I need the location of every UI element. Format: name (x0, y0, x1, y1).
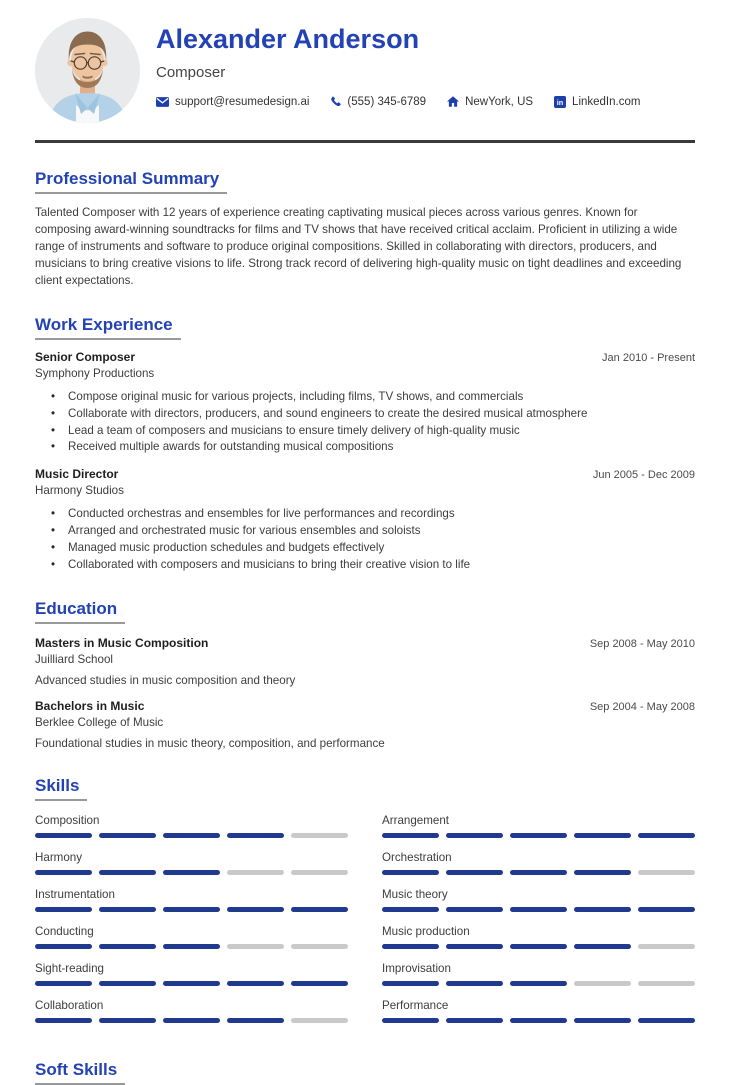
section-heading-soft-skills: Soft Skills (35, 1060, 125, 1085)
section-heading-skills: Skills (35, 776, 87, 801)
skill-bar-segment (291, 981, 348, 986)
skill-bar-segment (574, 907, 631, 912)
job-bullet: • Collaborated with composers and musicians to bring their creative vision to life (35, 557, 695, 574)
skill-bar-segment (638, 870, 695, 875)
skill-name: Collaboration (35, 999, 104, 1013)
skill-bar-segment (382, 833, 439, 838)
contact-email-text: support@resumedesign.ai (175, 95, 310, 108)
skill-bar-segment (99, 944, 156, 949)
svg-text:in: in (556, 97, 564, 107)
contact-linkedin (554, 96, 640, 108)
skill-bar-segment (163, 833, 220, 838)
skill-bar-segment (382, 907, 439, 912)
job-bullet: • Managed music production schedules and budgets effectively (35, 540, 695, 557)
skill-name: Conducting (35, 925, 94, 939)
education-entry (35, 635, 695, 687)
skill-bar-segment (446, 944, 503, 949)
skill-bar-segment (291, 1018, 348, 1023)
skill-name: Arrangement (382, 814, 450, 828)
skill-item (382, 814, 695, 838)
header-divider (35, 140, 695, 143)
skill-bar-segment (638, 833, 695, 838)
skill-bar-segment (446, 1018, 503, 1023)
skill-bar-segment (510, 907, 567, 912)
job-entry (35, 349, 695, 456)
skill-bar-segment (638, 981, 695, 986)
degree-title: Masters in Music Composition (35, 636, 209, 651)
skills-grid (35, 814, 695, 1036)
skill-bar-segment (638, 944, 695, 949)
education-entry (35, 698, 695, 750)
skill-bar (382, 907, 695, 912)
skill-item (35, 999, 348, 1023)
job-header (35, 466, 695, 482)
degree-title: Bachelors in Music (35, 699, 145, 714)
skill-name: Music production (382, 925, 470, 939)
section-heading-summary: Professional Summary (35, 169, 227, 194)
section-soft-skills (35, 1060, 695, 1085)
skill-bar-segment (35, 1018, 92, 1023)
skill-bar-segment (291, 944, 348, 949)
skill-name: Orchestration (382, 851, 452, 865)
job-title: Senior Composer (35, 350, 136, 364)
resume-header (35, 18, 695, 123)
skill-bar-segment (638, 907, 695, 912)
contact-location (447, 96, 533, 108)
contact-email (156, 96, 309, 108)
skill-bar-segment (291, 870, 348, 875)
skill-name: Sight-reading (35, 962, 104, 976)
job-bullet-list (35, 506, 695, 573)
skill-bar-segment (510, 870, 567, 875)
section-heading-education: Education (35, 599, 125, 624)
skill-bar-segment (99, 833, 156, 838)
contact-row (156, 96, 640, 108)
skill-bar (382, 870, 695, 875)
skill-bar (35, 981, 348, 986)
skill-item (35, 962, 348, 986)
skill-bar-segment (574, 870, 631, 875)
skill-bar (382, 981, 695, 986)
skill-bar-segment (35, 833, 92, 838)
skill-bar (35, 907, 348, 912)
skill-name: Music theory (382, 888, 448, 902)
job-company: Symphony Productions (35, 367, 155, 380)
contact-location-text: NewYork, US (465, 95, 534, 108)
skill-name: Harmony (35, 851, 83, 865)
header-text (156, 18, 640, 108)
skill-bar-segment (382, 1018, 439, 1023)
candidate-name: Alexander Anderson (156, 24, 420, 54)
skill-bar (35, 833, 348, 838)
skill-bar-segment (382, 944, 439, 949)
skill-bar (382, 1018, 695, 1023)
school-name: Juilliard School (35, 653, 113, 667)
candidate-title: Composer (156, 63, 226, 81)
skill-bar-segment (163, 981, 220, 986)
job-dates: Jun 2005 - Dec 2009 (592, 469, 695, 482)
phone-icon (330, 96, 341, 107)
skill-item (35, 814, 348, 838)
skill-bar-segment (574, 833, 631, 838)
email-icon (156, 97, 169, 107)
home-icon (447, 96, 459, 107)
skill-bar-segment (446, 907, 503, 912)
skill-bar-segment (163, 870, 220, 875)
job-dates: Jan 2010 - Present (602, 352, 695, 364)
skill-bar-segment (163, 1018, 220, 1023)
contact-phone (330, 96, 426, 108)
skill-name: Performance (382, 999, 449, 1013)
skill-bar-segment (446, 981, 503, 986)
skill-bar-segment (35, 870, 92, 875)
skill-bar-segment (574, 1018, 631, 1023)
skill-bar-segment (510, 981, 567, 986)
skill-bar (35, 870, 348, 875)
skill-bar-segment (35, 907, 92, 912)
skill-bar (35, 1018, 348, 1023)
skill-item (382, 962, 695, 986)
skill-bar-segment (35, 944, 92, 949)
skill-bar-segment (163, 944, 220, 949)
skill-item (35, 925, 348, 949)
skill-bar-segment (446, 833, 503, 838)
job-bullet: • Lead a team of composers and musicians to ensure timely delivery of high-quality music (35, 423, 695, 440)
skill-bar-segment (574, 981, 631, 986)
job-company: Harmony Studios (35, 484, 124, 498)
skill-bar-segment (291, 833, 348, 838)
section-summary (35, 169, 695, 289)
skill-bar-segment (163, 907, 220, 912)
skill-bar-segment (510, 944, 567, 949)
job-bullet: • Collaborate with directors, producers, and sound engineers to create the desired musical atmosphere (35, 406, 695, 423)
job-bullet: • Received multiple awards for outstanding musical compositions (35, 439, 695, 456)
section-work-experience (35, 315, 695, 573)
section-skills (35, 776, 695, 1036)
skill-bar-segment (99, 1018, 156, 1023)
skill-bar-segment (382, 870, 439, 875)
skill-bar-segment (227, 981, 284, 986)
skill-bar-segment (35, 981, 92, 986)
education-header (35, 698, 695, 714)
job-bullet: • Conducted orchestras and ensembles for live performances and recordings (35, 506, 695, 523)
contact-phone-text: (555) 345-6789 (347, 95, 427, 108)
section-heading-work: Work Experience (35, 315, 181, 340)
skill-bar-segment (291, 907, 348, 912)
summary-text: Talented Composer with 12 years of experience creating captivating musical pieces across various genres. Known for composing award-winning soundtracks for films and TV shows that have received critical acclaim. Proficient in utilizing a wide range of instruments and software to produce original compositions. Skilled in collaborating with directors, producers, and musicians to bring creative visions to life. Strong track record of delivering high-quality music on tight deadlines and exceeding client expectations. (35, 206, 682, 287)
education-dates: Sep 2008 - May 2010 (589, 638, 695, 651)
skill-item (382, 851, 695, 875)
skill-bar-segment (574, 944, 631, 949)
job-bullet-list (35, 389, 695, 456)
linkedin-icon (554, 96, 566, 108)
skill-bar-segment (99, 870, 156, 875)
skill-bar (35, 944, 348, 949)
contact-linkedin-text: LinkedIn.com (572, 95, 641, 108)
skill-item (35, 851, 348, 875)
skill-item (382, 999, 695, 1023)
education-description: Foundational studies in music theory, composition, and performance (35, 737, 385, 751)
education-header (35, 635, 695, 651)
job-entry (35, 466, 695, 573)
education-description: Advanced studies in music composition and theory (35, 674, 296, 688)
skill-bar-segment (227, 870, 284, 875)
skill-bar-segment (510, 833, 567, 838)
skill-bar-segment (99, 981, 156, 986)
skill-bar-segment (227, 907, 284, 912)
avatar-photo (35, 18, 140, 123)
skill-name: Composition (35, 814, 100, 828)
skill-bar-segment (382, 981, 439, 986)
skill-bar (382, 833, 695, 838)
skill-bar-segment (227, 833, 284, 838)
section-education (35, 599, 695, 750)
skill-name: Instrumentation (35, 888, 115, 902)
skill-bar-segment (99, 907, 156, 912)
skill-bar (382, 944, 695, 949)
job-bullet: • Compose original music for various projects, including films, TV shows, and commercials (35, 389, 695, 406)
skill-bar-segment (510, 1018, 567, 1023)
job-header (35, 349, 695, 365)
job-bullet: • Arranged and orchestrated music for various ensembles and soloists (35, 523, 695, 540)
avatar (35, 18, 140, 123)
skill-item (35, 888, 348, 912)
education-dates: Sep 2004 - May 2008 (589, 701, 695, 714)
skill-bar-segment (227, 1018, 284, 1023)
school-name: Berklee College of Music (35, 716, 164, 730)
skill-item (382, 925, 695, 949)
skill-item (382, 888, 695, 912)
skill-bar-segment (638, 1018, 695, 1023)
skill-bar-segment (446, 870, 503, 875)
job-title: Music Director (35, 467, 119, 482)
skill-bar-segment (227, 944, 284, 949)
skill-name: Improvisation (382, 962, 451, 976)
